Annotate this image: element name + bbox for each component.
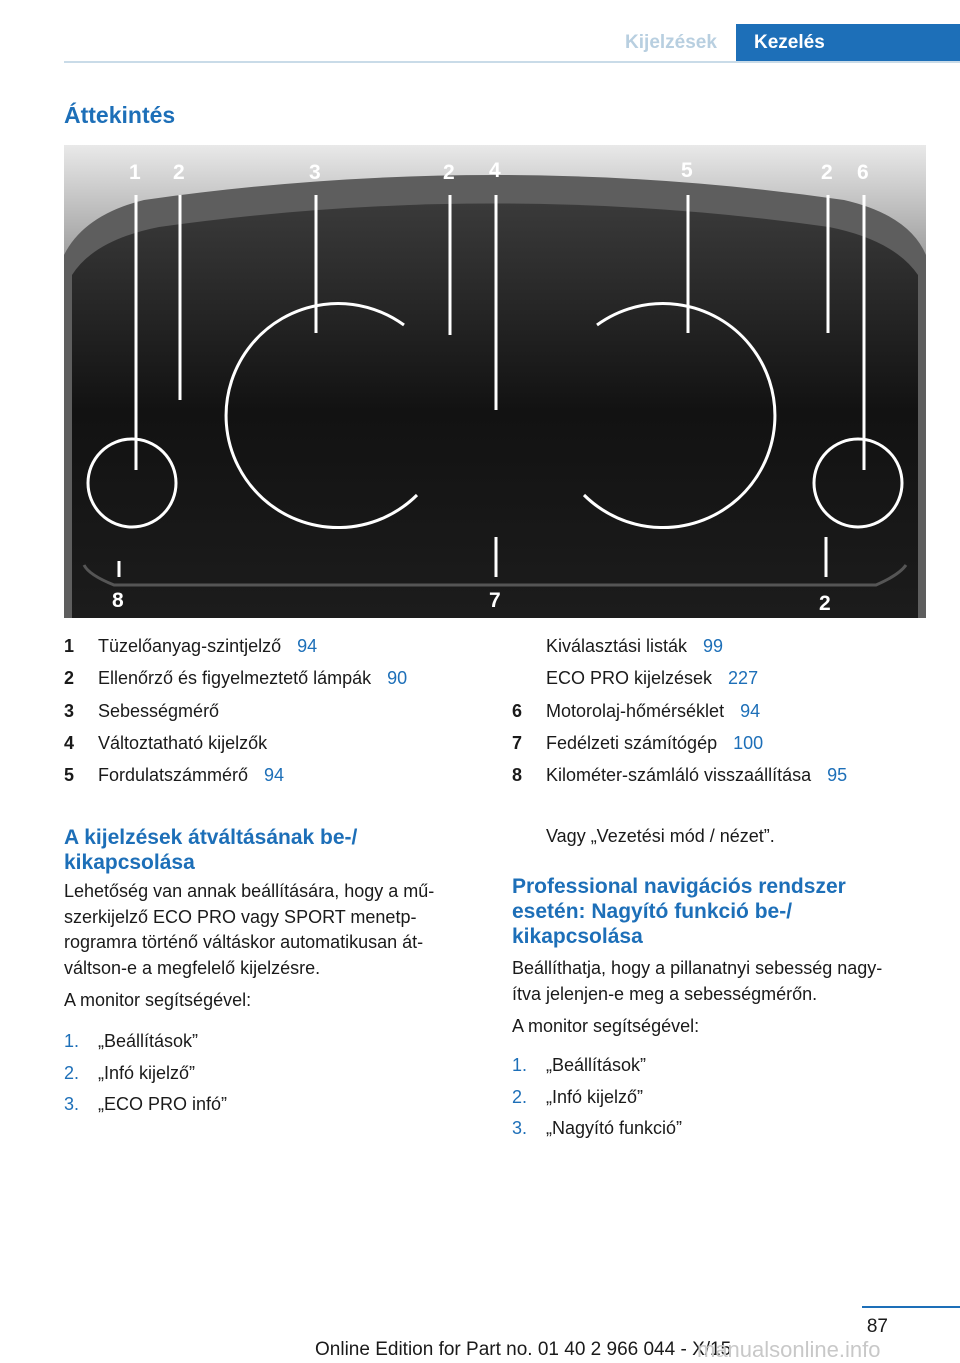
page-ref-link[interactable]: 90 — [387, 668, 408, 689]
step-num: 1. — [512, 1055, 528, 1075]
step-num: 3. — [64, 1094, 80, 1114]
legend-label: Motorolaj-hőmérséklet — [546, 700, 725, 721]
legend-num: 5 — [64, 765, 75, 786]
callout-6: 6 — [857, 161, 869, 184]
legend-item — [512, 759, 847, 791]
step-num: 1. — [64, 1031, 80, 1051]
list-item — [64, 1058, 227, 1090]
legend-label: Sebességmérő — [98, 700, 220, 721]
callout-2c: 2 — [821, 161, 833, 184]
callout-1: 1 — [129, 161, 141, 184]
list-item — [512, 1082, 682, 1114]
legend-item — [512, 662, 847, 694]
legend-num: 3 — [64, 700, 75, 721]
steps-list — [64, 1026, 227, 1121]
legend-num: 8 — [512, 765, 523, 786]
legend-num: 6 — [512, 700, 523, 721]
heading-line: Professional navigációs rendszer — [512, 875, 846, 898]
monitor-text: A monitor segítségével: — [512, 1016, 700, 1036]
heading-line: kikapcsolása — [512, 925, 643, 948]
legend-num — [512, 662, 546, 694]
page-ref-link[interactable]: 94 — [740, 700, 761, 721]
legend-item — [512, 695, 847, 727]
step-text: „Beállítások” — [546, 1055, 647, 1075]
page-ref-link[interactable]: 227 — [728, 668, 759, 689]
instrument-cluster-image — [64, 145, 926, 618]
step-num: 3. — [512, 1118, 528, 1138]
para-line: váltson-e a megfelelő kijelzésre. — [64, 957, 321, 978]
legend-item — [64, 630, 407, 662]
legend-num: 2 — [64, 668, 75, 689]
heading-line: kikapcsolása — [64, 851, 195, 874]
section-title: Áttekintés — [64, 102, 176, 128]
page-ref-link[interactable]: 100 — [733, 732, 764, 753]
legend-item — [64, 662, 407, 694]
callout-3: 3 — [309, 161, 321, 184]
page-ref-link[interactable]: 99 — [703, 636, 724, 656]
para-line: Beállíthatja, hogy a pillanatnyi sebesség nagy‐ — [512, 958, 883, 978]
callout-8: 8 — [112, 589, 124, 612]
paragraph — [64, 879, 434, 981]
monitor-text: A monitor segítségével: — [64, 990, 252, 1010]
legend-num: 7 — [512, 732, 523, 753]
callout-2b: 2 — [443, 161, 455, 184]
callout-5: 5 — [681, 159, 693, 182]
legend-label: Fedélzeti számítógép — [546, 732, 718, 753]
legend-item — [64, 759, 407, 791]
legend-label: ECO PRO kijelzések — [546, 668, 713, 689]
edition-text: Online Edition for Part no. 01 40 2 966 044 - X/15 — [315, 1339, 732, 1360]
step-text: „Nagyító funkció” — [546, 1118, 683, 1138]
page-number: 87 — [866, 1316, 888, 1337]
legend-item — [512, 727, 847, 759]
footer-divider — [862, 1306, 960, 1308]
para-line: ítva jelenjen-e meg a sebességmérőn. — [512, 983, 818, 1004]
legend-item — [512, 630, 847, 662]
section-heading-display-switch — [64, 825, 357, 875]
paragraph — [512, 956, 882, 1007]
para-line: szerkijelző ECO PRO vagy SPORT menetp‐ — [64, 906, 417, 927]
para-line: Lehetőség van annak beállítására, hogy a mű‐ — [64, 881, 435, 901]
step-num: 2. — [512, 1086, 528, 1107]
page-ref-link[interactable]: 94 — [297, 636, 318, 656]
para-line: rogramra történő váltáskor automatikusan át‐ — [64, 932, 424, 952]
legend-label: Fordulatszámmérő — [98, 765, 249, 786]
step-text: „Infó kijelző” — [546, 1086, 644, 1107]
page-ref-link[interactable]: 94 — [264, 765, 285, 786]
step-text: „Infó kijelző” — [98, 1062, 196, 1083]
header-divider — [64, 61, 960, 63]
note-text: Vagy „Vezetési mód / nézet”. — [546, 826, 775, 846]
section-heading-magnifier — [512, 874, 846, 949]
legend-item — [64, 695, 407, 727]
legend-item — [64, 727, 407, 759]
legend-left — [64, 630, 407, 791]
step-text: „Beállítások” — [98, 1031, 199, 1051]
step-text: „ECO PRO infó” — [98, 1094, 228, 1114]
watermark: manualsonline.info — [697, 1337, 881, 1362]
legend-label: Kiválasztási listák — [546, 636, 688, 656]
legend-label: Tüzelőanyag-szintjelző — [98, 636, 282, 656]
page-ref-link[interactable]: 95 — [827, 765, 848, 786]
tab-kezeles[interactable]: Kezelés — [736, 24, 960, 61]
tab-kijelzesek[interactable]: Kijelzések — [625, 31, 717, 53]
list-item — [64, 1026, 227, 1058]
callout-2a: 2 — [173, 161, 185, 184]
legend-label: Változtatható kijelzők — [98, 732, 268, 753]
heading-line: A kijelzések átváltásának be-/ — [64, 826, 358, 849]
legend-label: Kilométer-számláló visszaállítása — [546, 765, 812, 786]
heading-line: esetén: Nagyító funkció be-/ — [512, 900, 793, 923]
step-num: 2. — [64, 1062, 80, 1083]
legend-label: Ellenőrző és figyelmeztető lámpák — [98, 668, 372, 689]
list-item — [512, 1050, 682, 1082]
callout-4: 4 — [489, 159, 501, 182]
legend-right — [512, 630, 847, 791]
legend-num — [512, 630, 546, 662]
legend-num: 4 — [64, 732, 75, 753]
steps-list — [512, 1050, 682, 1145]
callout-7: 7 — [489, 589, 501, 612]
callout-2d: 2 — [819, 592, 831, 615]
list-item — [512, 1113, 682, 1145]
list-item — [64, 1089, 227, 1121]
legend-num: 1 — [64, 636, 75, 656]
